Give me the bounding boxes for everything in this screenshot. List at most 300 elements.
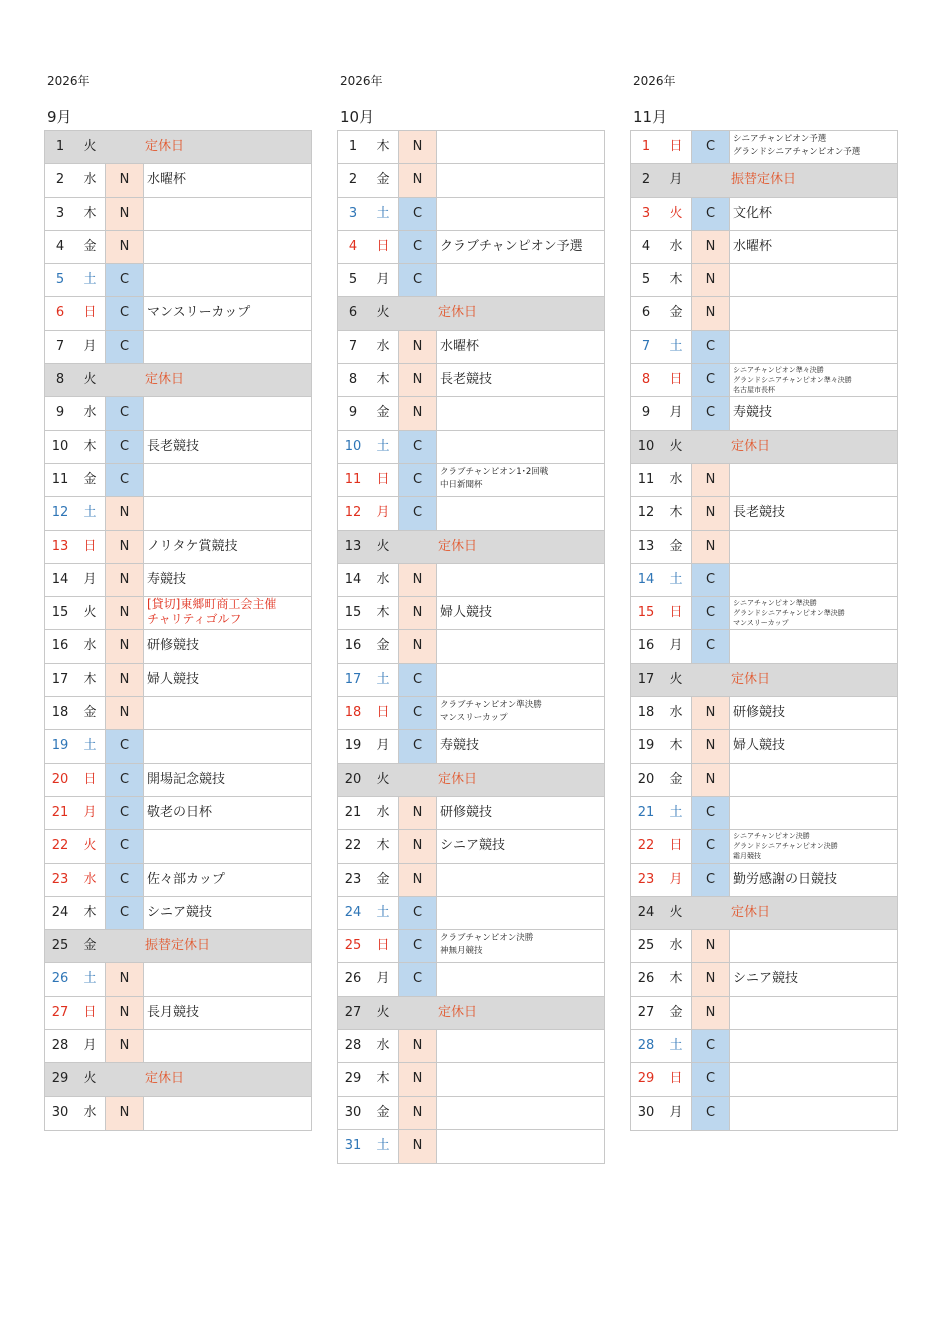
- day-row: [338, 930, 604, 963]
- month-title: 11月: [633, 108, 668, 126]
- event-label: 定休日: [145, 139, 185, 154]
- event-cell: [143, 764, 311, 796]
- weekday: 月: [376, 505, 390, 521]
- weekday: 木: [669, 971, 683, 987]
- day-row: [45, 164, 311, 197]
- day-row: [338, 397, 604, 430]
- day-number: 7: [55, 338, 65, 354]
- course-code: C: [691, 830, 729, 862]
- day-number: 9: [641, 405, 651, 421]
- day-number: 5: [641, 272, 651, 288]
- weekday: 日: [669, 1071, 683, 1087]
- course-code: [691, 431, 728, 463]
- course-code: N: [105, 963, 143, 995]
- day-row: [338, 730, 604, 763]
- course-code: C: [398, 198, 436, 230]
- event-cell: [729, 1097, 897, 1130]
- course-code: C: [105, 397, 143, 429]
- event-cell: [143, 864, 311, 896]
- day-number: 24: [637, 904, 655, 920]
- day-number: 15: [637, 605, 655, 621]
- day-number: 8: [641, 372, 651, 388]
- event-label: 振替定休日: [731, 172, 797, 188]
- event-label: シニアチャンピオン予選: [733, 134, 827, 144]
- day-number: 29: [344, 1071, 362, 1087]
- event-cell: [436, 897, 604, 929]
- weekday: 火: [376, 771, 390, 787]
- event-label: 定休日: [731, 671, 771, 687]
- day-row: [45, 930, 311, 963]
- event-cell: [729, 963, 897, 995]
- event-label: 寿競技: [147, 571, 187, 587]
- day-number: 30: [51, 1104, 69, 1120]
- course-code: N: [398, 164, 436, 196]
- day-number: 14: [51, 571, 69, 587]
- course-code: N: [105, 164, 143, 196]
- day-row: [338, 331, 604, 364]
- day-row: [45, 264, 311, 297]
- event-label: 婦人競技: [733, 738, 786, 754]
- day-row: [45, 630, 311, 663]
- weekday: 水: [669, 938, 683, 954]
- event-cell: [436, 231, 604, 263]
- day-number: 8: [55, 372, 65, 388]
- event-cell: [728, 897, 897, 929]
- event-cell: [143, 397, 311, 429]
- day-number: 19: [637, 738, 655, 754]
- weekday: 金: [83, 471, 97, 487]
- day-number: 20: [344, 771, 362, 787]
- course-code: N: [105, 231, 143, 263]
- day-row: [45, 963, 311, 996]
- day-row: [631, 497, 897, 530]
- weekday: 金: [83, 238, 97, 254]
- event-cell: [729, 331, 897, 363]
- day-row: [631, 564, 897, 597]
- event-label: マンスリーカップ: [440, 713, 508, 724]
- day-number: 27: [637, 1004, 655, 1020]
- course-code: C: [398, 930, 436, 962]
- event-cell: [729, 264, 897, 296]
- day-row: [338, 897, 604, 930]
- event-cell: [436, 564, 604, 596]
- event-label: 研修競技: [733, 705, 786, 721]
- day-number: 3: [348, 205, 358, 221]
- course-code: C: [105, 431, 143, 463]
- weekday: 金: [669, 305, 683, 321]
- event-cell: [143, 164, 311, 196]
- course-code: N: [105, 564, 143, 596]
- day-row: [338, 1130, 604, 1163]
- day-number: 16: [344, 638, 362, 654]
- weekday: 月: [376, 971, 390, 987]
- event-cell: [436, 1030, 604, 1062]
- weekday: 金: [669, 1004, 683, 1020]
- event-cell: [142, 131, 311, 163]
- weekday: 木: [376, 605, 390, 621]
- event-cell: [143, 297, 311, 329]
- day-row: [45, 1097, 311, 1130]
- event-cell: [436, 630, 604, 662]
- day-number: 27: [344, 1004, 362, 1020]
- weekday: 水: [669, 238, 683, 254]
- day-number: 26: [637, 971, 655, 987]
- day-number: 2: [348, 172, 358, 188]
- day-row: [45, 597, 311, 630]
- weekday: 日: [83, 1004, 97, 1020]
- day-number: 13: [637, 538, 655, 554]
- weekday: 土: [376, 671, 390, 687]
- event-label: 神無月競技: [440, 946, 483, 957]
- day-row: [338, 497, 604, 530]
- day-number: 13: [344, 538, 362, 554]
- weekday: 火: [669, 205, 683, 221]
- event-cell: [143, 198, 311, 230]
- weekday: 水: [83, 871, 97, 887]
- course-code: C: [105, 464, 143, 496]
- day-row: [631, 697, 897, 730]
- event-label: 振替定休日: [145, 938, 211, 954]
- weekday: 土: [376, 205, 390, 221]
- day-number: 17: [344, 671, 362, 687]
- event-cell: [436, 664, 604, 696]
- day-row: [338, 264, 604, 297]
- course-code: C: [691, 1097, 729, 1130]
- weekday: 火: [83, 1071, 97, 1087]
- day-row: [338, 1030, 604, 1063]
- weekday: 月: [83, 338, 97, 354]
- weekday: 土: [669, 804, 683, 820]
- day-row: [45, 231, 311, 264]
- event-cell: [729, 297, 897, 329]
- event-cell: [143, 1097, 311, 1130]
- day-number: 2: [641, 172, 651, 188]
- event-label: シニア競技: [440, 838, 506, 854]
- event-cell: [729, 797, 897, 829]
- day-number: 18: [637, 705, 655, 721]
- event-cell: [729, 930, 897, 962]
- course-code: N: [691, 264, 729, 296]
- day-row: [338, 364, 604, 397]
- weekday: 金: [376, 638, 390, 654]
- day-row: [631, 131, 897, 164]
- day-number: 10: [344, 438, 362, 454]
- course-code: N: [691, 764, 729, 796]
- day-number: 26: [51, 971, 69, 987]
- day-row: [45, 131, 311, 164]
- course-code: [691, 664, 728, 696]
- weekday: 日: [83, 305, 97, 321]
- day-row: [338, 764, 604, 797]
- weekday: 土: [669, 571, 683, 587]
- event-cell: [729, 497, 897, 529]
- event-label: クラブチャンピオン準決勝: [440, 700, 542, 711]
- course-code: N: [398, 797, 436, 829]
- weekday: 火: [669, 671, 683, 687]
- day-number: 17: [51, 671, 69, 687]
- course-code: N: [105, 697, 143, 729]
- event-label: 佐々部カップ: [147, 871, 225, 887]
- course-code: [105, 1063, 142, 1095]
- day-number: 10: [51, 438, 69, 454]
- weekday: 火: [83, 139, 97, 154]
- day-row: [338, 1063, 604, 1096]
- day-row: [631, 264, 897, 297]
- day-row: [45, 697, 311, 730]
- course-code: N: [691, 963, 729, 995]
- event-label: グランドシニアチャンピオン予選: [733, 147, 861, 157]
- day-row: [45, 1030, 311, 1063]
- day-row: [338, 597, 604, 630]
- weekday: 火: [376, 1004, 390, 1020]
- day-number: 18: [344, 705, 362, 721]
- event-label: 敬老の日杯: [147, 804, 213, 820]
- day-row: [45, 431, 311, 464]
- course-code: N: [105, 1030, 143, 1062]
- day-number: 26: [344, 971, 362, 987]
- weekday: 日: [669, 838, 683, 854]
- event-label: 長老競技: [440, 372, 493, 388]
- event-cell: [436, 697, 604, 729]
- course-code: N: [691, 531, 729, 563]
- weekday: 水: [83, 405, 97, 421]
- day-row: [45, 764, 311, 797]
- day-number: 19: [344, 738, 362, 754]
- event-cell: [729, 464, 897, 496]
- event-cell: [143, 597, 311, 629]
- weekday: 火: [83, 372, 97, 388]
- day-number: 22: [637, 838, 655, 854]
- day-number: 6: [55, 305, 65, 321]
- event-label: シニアチャンピオン準々決勝: [733, 366, 824, 375]
- day-number: 20: [51, 771, 69, 787]
- weekday: 木: [83, 438, 97, 454]
- weekday: 水: [83, 638, 97, 654]
- event-label: 定休日: [438, 538, 478, 554]
- event-label: 名古屋市長杯: [733, 386, 775, 395]
- course-code: N: [105, 531, 143, 563]
- day-number: 21: [344, 804, 362, 820]
- event-cell: [436, 930, 604, 962]
- day-number: 2: [55, 172, 65, 188]
- course-code: N: [398, 364, 436, 396]
- event-cell: [729, 198, 897, 230]
- day-row: [338, 231, 604, 264]
- day-row: [631, 830, 897, 863]
- course-code: N: [691, 497, 729, 529]
- weekday: 日: [669, 139, 683, 154]
- event-cell: [143, 697, 311, 729]
- weekday: 火: [669, 438, 683, 454]
- event-cell: [729, 1063, 897, 1095]
- course-code: C: [105, 864, 143, 896]
- course-code: C: [691, 397, 729, 429]
- day-number: 3: [641, 205, 651, 221]
- day-row: [45, 198, 311, 231]
- course-code: C: [691, 131, 729, 163]
- course-code: N: [398, 1130, 436, 1163]
- event-label: チャリティゴルフ: [147, 612, 242, 627]
- course-code: C: [691, 1030, 729, 1062]
- event-cell: [729, 131, 897, 163]
- day-number: 23: [637, 871, 655, 887]
- day-row: [338, 797, 604, 830]
- day-row: [338, 464, 604, 497]
- course-code: [398, 297, 435, 329]
- day-row: [338, 198, 604, 231]
- day-row: [338, 630, 604, 663]
- day-number: 24: [344, 904, 362, 920]
- weekday: 水: [669, 705, 683, 721]
- day-row: [631, 297, 897, 330]
- day-number: 1: [55, 139, 65, 154]
- course-code: C: [398, 730, 436, 762]
- event-cell: [436, 797, 604, 829]
- day-number: 21: [51, 804, 69, 820]
- event-cell: [436, 464, 604, 496]
- event-cell: [436, 131, 604, 163]
- course-code: C: [105, 897, 143, 929]
- event-cell: [728, 664, 897, 696]
- event-cell: [143, 431, 311, 463]
- event-cell: [729, 864, 897, 896]
- weekday: 日: [83, 538, 97, 554]
- event-cell: [729, 630, 897, 662]
- course-code: N: [398, 1063, 436, 1095]
- day-row: [631, 730, 897, 763]
- day-row: [45, 497, 311, 530]
- course-code: C: [398, 897, 436, 929]
- event-cell: [143, 797, 311, 829]
- event-cell: [436, 431, 604, 463]
- course-code: N: [691, 930, 729, 962]
- weekday: 土: [83, 505, 97, 521]
- event-cell: [436, 1063, 604, 1095]
- course-code: C: [105, 297, 143, 329]
- day-number: 30: [637, 1104, 655, 1120]
- weekday: 木: [376, 139, 390, 154]
- course-code: N: [398, 331, 436, 363]
- event-cell: [729, 364, 897, 396]
- event-cell: [436, 830, 604, 862]
- event-cell: [143, 664, 311, 696]
- day-number: 6: [348, 305, 358, 321]
- event-label: 長老競技: [147, 438, 200, 454]
- course-code: N: [398, 1097, 436, 1129]
- day-row: [338, 1097, 604, 1130]
- event-cell: [143, 264, 311, 296]
- day-row: [631, 997, 897, 1030]
- event-label: 定休日: [731, 438, 771, 454]
- course-code: N: [105, 664, 143, 696]
- day-row: [631, 231, 897, 264]
- weekday: 火: [376, 305, 390, 321]
- weekday: 土: [376, 438, 390, 454]
- event-cell: [436, 198, 604, 230]
- course-code: [105, 930, 142, 962]
- day-number: 4: [55, 238, 65, 254]
- weekday: 日: [376, 471, 390, 487]
- weekday: 水: [83, 172, 97, 188]
- day-number: 22: [51, 838, 69, 854]
- weekday: 金: [376, 1104, 390, 1120]
- course-code: C: [691, 364, 729, 396]
- day-row: [45, 664, 311, 697]
- day-number: 16: [637, 638, 655, 654]
- day-row: [45, 897, 311, 930]
- course-code: N: [398, 830, 436, 862]
- day-row: [338, 131, 604, 164]
- day-row: [338, 697, 604, 730]
- event-cell: [435, 997, 604, 1029]
- event-label: 定休日: [731, 904, 771, 920]
- month-title: 10月: [340, 108, 375, 126]
- course-code: N: [691, 697, 729, 729]
- weekday: 水: [376, 338, 390, 354]
- course-code: N: [398, 131, 436, 163]
- course-code: N: [105, 997, 143, 1029]
- day-row: [45, 531, 311, 564]
- day-row: [45, 997, 311, 1030]
- course-code: C: [398, 431, 436, 463]
- event-label: マンスリーカップ: [147, 305, 251, 321]
- event-label: 文化杯: [733, 205, 773, 221]
- event-label: 水曜杯: [733, 238, 773, 254]
- day-number: 28: [51, 1038, 69, 1054]
- day-number: 15: [344, 605, 362, 621]
- day-number: 11: [51, 471, 69, 487]
- weekday: 月: [669, 405, 683, 421]
- day-number: 8: [348, 372, 358, 388]
- day-number: 28: [637, 1038, 655, 1054]
- course-code: [398, 997, 435, 1029]
- day-row: [338, 564, 604, 597]
- event-cell: [143, 730, 311, 762]
- day-row: [631, 331, 897, 364]
- event-label: クラブチャンピオン1･2回戦: [440, 466, 549, 477]
- year-label: 2026年: [340, 74, 383, 88]
- day-row: [45, 564, 311, 597]
- event-cell: [143, 963, 311, 995]
- day-row: [631, 198, 897, 231]
- day-number: 5: [55, 272, 65, 288]
- day-row: [338, 164, 604, 197]
- event-label: 寿競技: [733, 405, 773, 421]
- event-cell: [729, 531, 897, 563]
- event-label: 定休日: [438, 771, 478, 787]
- course-code: N: [398, 597, 436, 629]
- day-number: 14: [637, 571, 655, 587]
- course-code: C: [691, 564, 729, 596]
- day-number: 23: [51, 871, 69, 887]
- day-number: 1: [348, 139, 358, 154]
- day-number: 23: [344, 871, 362, 887]
- month-calendar: [44, 130, 312, 1131]
- day-number: 12: [344, 505, 362, 521]
- weekday: 木: [376, 372, 390, 388]
- day-number: 5: [348, 272, 358, 288]
- event-label: シニア競技: [147, 904, 213, 920]
- event-cell: [436, 164, 604, 196]
- day-row: [45, 297, 311, 330]
- event-cell: [143, 531, 311, 563]
- day-row: [45, 797, 311, 830]
- event-cell: [729, 397, 897, 429]
- weekday: 水: [376, 571, 390, 587]
- day-row: [631, 864, 897, 897]
- day-row: [45, 830, 311, 863]
- course-code: C: [691, 797, 729, 829]
